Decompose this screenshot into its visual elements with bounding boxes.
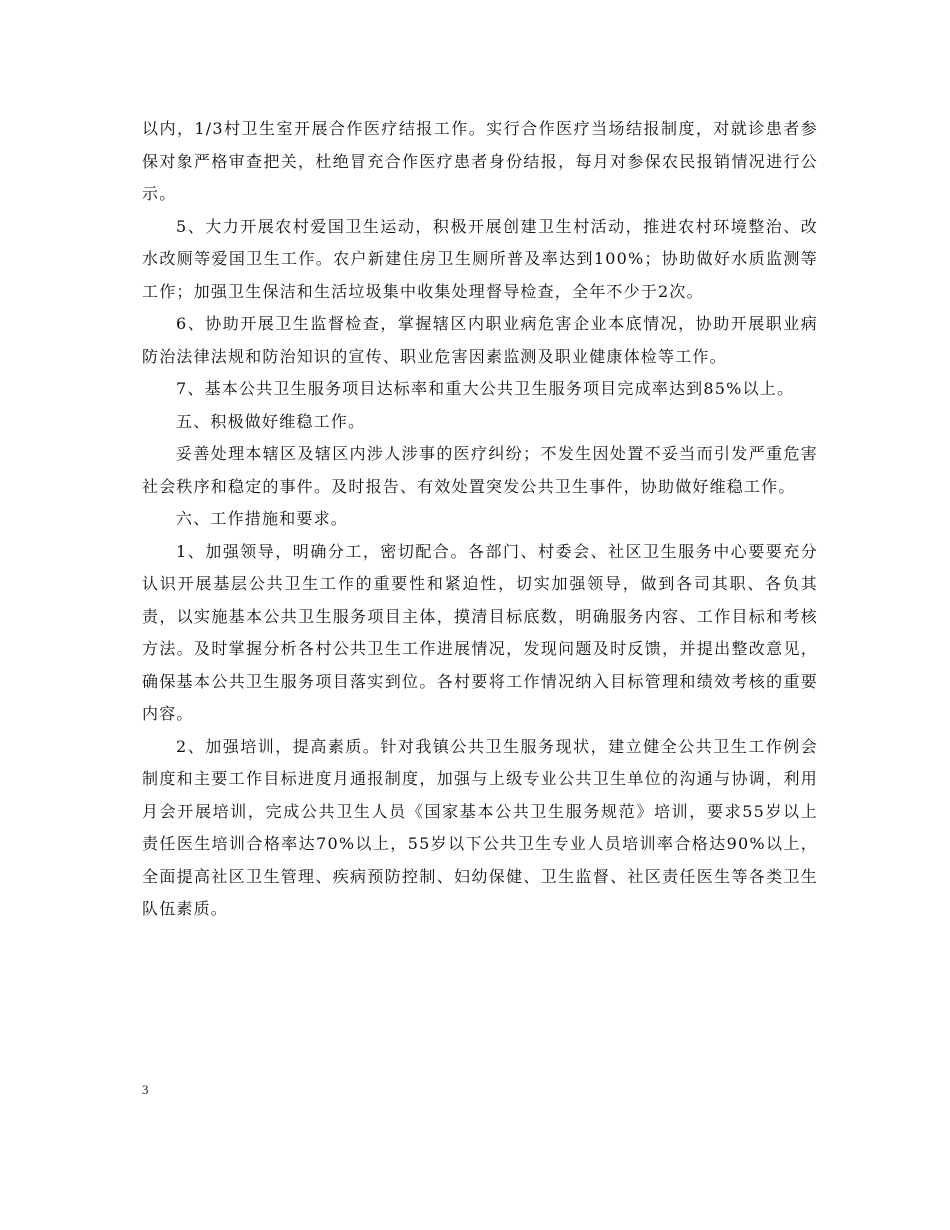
paragraph-4: 7、基本公共卫生服务项目达标率和重大公共卫生服务项目完成率达到85%以上。 (176, 379, 795, 398)
paragraph-6: 妥善处理本辖区及辖区内涉人涉事的医疗纠纷；不发生因处置不妥当而引发严重危害社会秩序和稳定的事件。及时报告、有效处置突发公共卫生事件，协助做好维稳工作。 (142, 444, 818, 496)
paragraph-3: 6、协助开展卫生监督检查，掌握辖区内职业病危害企业本底情况，协助开展职业病防治法律法规和防治知识的宣传、职业危害因素监测及职业健康体检等工作。 (142, 314, 818, 366)
paragraph-8: 1、加强领导，明确分工，密切配合。各部门、村委会、社区卫生服务中心要要充分认识开展基层公共卫生工作的重要性和紧迫性，切实加强领导，做到各司其职、各负其责，以实施基本公共卫生服务项目主体，摸清目标底数，明确服务内容、工作目标和考核方法。及时掌握分析各村公共卫生工作进展情况，发现问题及时反馈，并提出整改意见，确保基本公共卫生服务项目落实到位。各村要将工作情况纳入目标管理和绩效考核的重要内容。 (142, 541, 818, 723)
section-heading-5: 五、积极做好维稳工作。 (176, 411, 366, 431)
paragraph-1: 以内，1/3村卫生室开展合作医疗结报工作。实行合作医疗当场结报制度，对就诊患者参保对象严格审查把关，杜绝冒充合作医疗患者身份结报，每月对参保农民报销情况进行公示。 (142, 119, 818, 203)
section-heading-6: 六、工作措施和要求。 (176, 509, 349, 528)
page-number: 3 (142, 1082, 149, 1097)
paragraph-2: 5、大力开展农村爱国卫生运动，积极开展创建卫生村活动，推进农村环境整治、改水改厕等爱国卫生工作。农户新建住房卫生厕所普及率达到100%；协助做好水质监测等工作；加强卫生保洁和生活垃圾集中收集处理督导检查，全年不少于2次。 (142, 216, 818, 301)
paragraph-9: 2、加强培训，提高素质。针对我镇公共卫生服务现状，建立健全公共卫生工作例会制度和主要工作目标进度月通报制度，加强与上级专业公共卫生单位的沟通与协调，利用月会开展培训，完成公共卫生人员《国家基本公共卫生服务规范》培训，要求55岁以上责任医生培训合格率达70%以上，55岁以下公共卫生专业人员培训率合格达90%以上，全面提高社区卫生管理、疾病预防控制、妇幼保健、卫生监督、社区责任医生等各类卫生队伍素质。 (142, 736, 818, 918)
document-body (142, 113, 818, 926)
